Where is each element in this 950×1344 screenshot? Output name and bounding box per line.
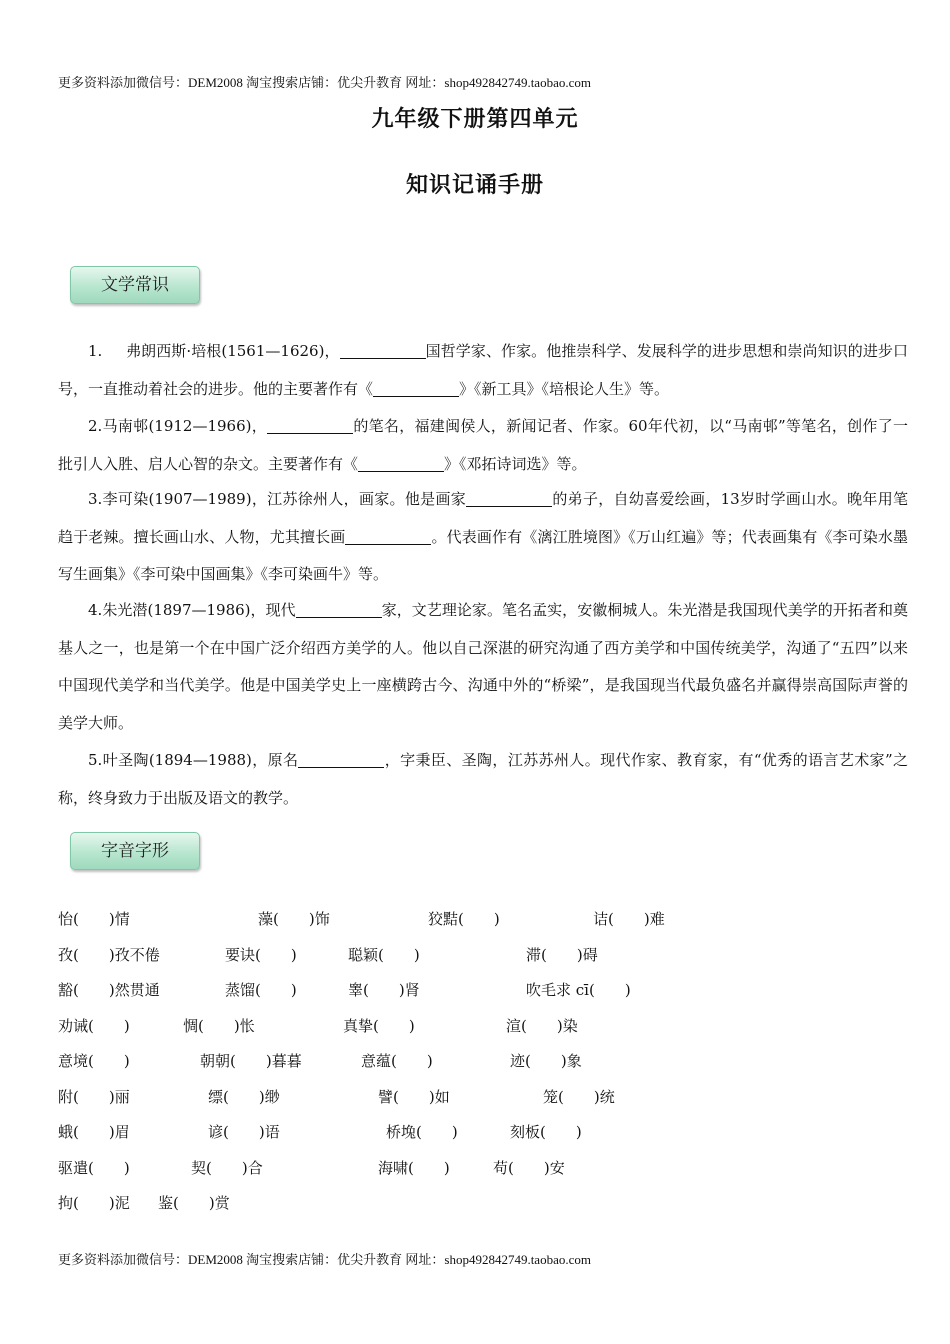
fill-blank: [296, 599, 382, 618]
char-item: 蒸馏( ): [225, 981, 297, 999]
char-item: 桥堍( ): [386, 1123, 458, 1141]
char-item: 睾( )肾: [348, 981, 420, 999]
char-row: [58, 1192, 908, 1228]
char-row: [58, 1157, 908, 1193]
fill-blank: [340, 340, 426, 359]
knowledge-item-1: 1. 弗朗西斯·培根(1561—1626)， 国哲学家、作家。他推崇科学、发展科学的进步思想和崇尚知识的进步口号，一直推动着社会的进步。他的主要著作有《 》《新工具》《培根论人生》等。: [58, 342, 908, 398]
footer-text: 更多资料添加微信号：DEM2008 淘宝搜索店铺：优尖升教育 网址：shop492842749.taobao.com: [58, 1252, 591, 1267]
char-item: 诘( )难: [593, 910, 665, 928]
char-item: 拘( )泥: [58, 1194, 130, 1212]
char-item: 缥( )缈: [208, 1087, 280, 1106]
header-text: 更多资料添加微信号：DEM2008 淘宝搜索店铺：优尖升教育 网址：shop492842749.taobao.com: [58, 75, 591, 90]
knowledge-item-2: 2.马南邨(1912—1966)， 的笔名，福建闽侯人，新闻记者、作家。60年代初，以“马南邨”等笔名，创作了一批引人入胜、启人心智的杂文。主要著作有《 》《邓拓诗词选》等。: [58, 417, 908, 473]
char-row: [58, 1015, 908, 1051]
char-row: [58, 1086, 908, 1122]
char-item: 蛾( )眉: [58, 1123, 130, 1141]
section-pronunciation-tag: 字音字形: [70, 832, 200, 870]
char-item: 笼( )统: [543, 1087, 615, 1106]
page-title: 九年级下册第四单元: [371, 106, 579, 132]
char-item: 譬( )如: [378, 1087, 450, 1106]
char-row: [58, 1121, 908, 1157]
fill-blank: [267, 415, 353, 434]
char-item: 怡( )情: [58, 910, 130, 928]
fill-blank: [345, 526, 431, 545]
char-item: 海啸( ): [378, 1158, 450, 1177]
char-item: 藻( )饰: [258, 910, 330, 928]
char-item: 鉴( )赏: [158, 1194, 230, 1212]
char-item: 惆( )怅: [183, 1016, 255, 1035]
fill-blank: [466, 488, 552, 507]
char-item: 真挚( ): [343, 1016, 415, 1035]
char-item: 驱遣( ): [58, 1158, 130, 1177]
char-item: 孜( )孜不倦: [58, 945, 160, 964]
pronunciation-grid: [58, 908, 908, 1228]
knowledge-item-4: 4.朱光潜(1897—1986)，现代 家，文艺理论家。笔名孟实，安徽桐城人。朱光潜是我国现代美学的开拓者和奠基人之一，也是第一个在中国广泛介绍西方美学的人。他以自己深湛的研究沟通了西方美学和中国传统美学，沟通了“五四”以来中国现代美学和当代美学。他是中国美学史上一座横跨古今、沟通中外的“桥梁”，是我国现当代最负盛名并赢得崇高国际声誉的美学大师。: [58, 601, 908, 732]
page-subtitle: 知识记诵手册: [405, 172, 544, 198]
char-item: 朝朝( )暮暮: [200, 1052, 302, 1070]
char-item: 滞( )碍: [526, 945, 598, 964]
char-row: [58, 908, 908, 944]
char-item: 意蕴( ): [361, 1052, 433, 1070]
char-row: [58, 979, 908, 1015]
char-item: 谚( )语: [208, 1123, 280, 1141]
fill-blank: [373, 378, 459, 397]
knowledge-item-3: 3.李可染(1907—1989)，江苏徐州人，画家。他是画家 的弟子，自幼喜爱绘画，13岁时学画山水。晚年用笔趋于老辣。擅长画山水、人物，尤其擅长画 。代表画作有《漓江胜境图》《万山红遍》等；代表画集有《李可染水墨写生画集》《李可染中国画集》《李可染画牛》等。: [58, 490, 908, 583]
char-item: 狡黠( ): [428, 910, 500, 928]
char-row: [58, 1050, 908, 1086]
char-item: 附( )丽: [58, 1087, 130, 1106]
char-item: 吹毛求 cī( ): [526, 981, 631, 999]
char-item: 豁( )然贯通: [58, 981, 160, 999]
char-item: 意境( ): [58, 1052, 130, 1070]
char-item: 渲( )染: [506, 1016, 578, 1035]
char-item: 契( )合: [191, 1158, 263, 1177]
char-item: 要诀( ): [225, 945, 297, 964]
fill-blank: [298, 749, 384, 768]
char-item: 刻板( ): [510, 1123, 582, 1141]
char-item: 苟( )安: [493, 1158, 565, 1177]
knowledge-item-5: 5.叶圣陶(1894—1988)，原名 ，字秉臣、圣陶，江苏苏州人。现代作家、教育家，有“优秀的语言艺术家”之称，终身致力于出版及语文的教学。: [58, 751, 908, 807]
section-literary-knowledge-tag: 文学常识: [70, 266, 200, 304]
char-item: 劝诫( ): [58, 1016, 130, 1035]
char-item: 迹( )象: [510, 1052, 582, 1070]
char-row: [58, 944, 908, 980]
fill-blank: [358, 453, 444, 472]
char-item: 聪颖( ): [348, 945, 420, 964]
